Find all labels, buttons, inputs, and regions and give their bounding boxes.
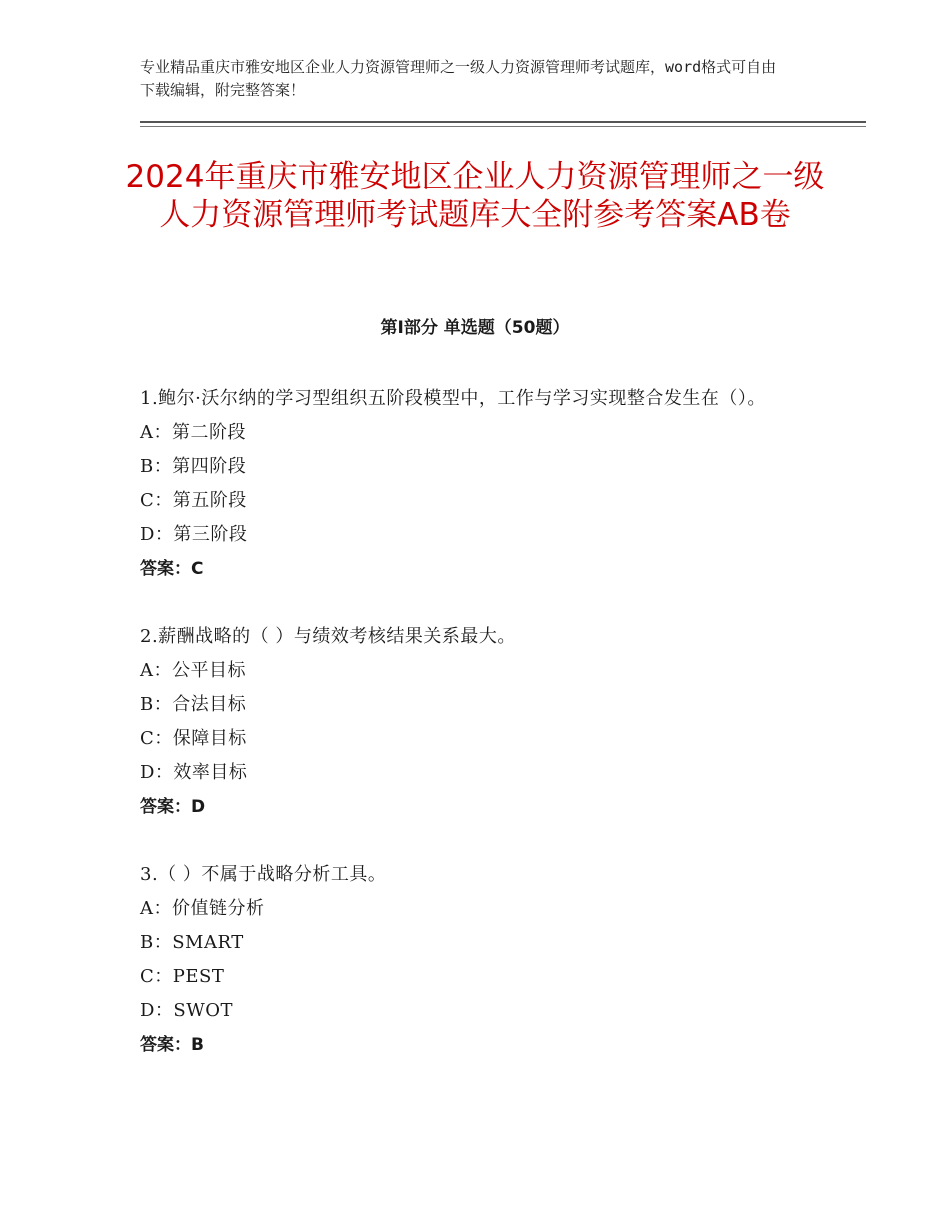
option-d: D：第三阶段 — [140, 524, 248, 545]
question-stem: 3.（ ）不属于战略分析工具。 — [140, 864, 387, 885]
option-c: C：保障目标 — [140, 728, 247, 749]
question-list — [140, 382, 810, 1096]
answer: 答案：B — [140, 1035, 204, 1055]
option-d: D：SWOT — [140, 1000, 234, 1021]
answer: 答案：C — [140, 559, 204, 579]
question-3 — [140, 858, 810, 1062]
option-a: A：第二阶段 — [140, 422, 246, 443]
option-b: B：合法目标 — [140, 694, 247, 715]
question-2 — [140, 620, 810, 824]
header-divider-thin — [140, 126, 866, 127]
option-c: C：第五阶段 — [140, 490, 247, 511]
option-a: A：价值链分析 — [140, 898, 265, 919]
option-d: D：效率目标 — [140, 762, 248, 783]
question-stem: 1.鲍尔·沃尔纳的学习型组织五阶段模型中，工作与学习实现整合发生在（）。 — [140, 388, 766, 409]
question-1 — [140, 382, 810, 586]
section-title: 第Ⅰ部分 单选题（50题） — [380, 318, 570, 338]
option-a: A：公平目标 — [140, 660, 246, 681]
header-note: 专业精品重庆市雅安地区企业人力资源管理师之一级人力资源管理师考试题库，word格式可自由下载编辑，附完整答案！ — [140, 58, 777, 99]
option-c: C：PEST — [140, 966, 225, 987]
option-b: B：SMART — [140, 932, 244, 953]
header-divider — [140, 121, 866, 123]
document-title: 2024年重庆市雅安地区企业人力资源管理师之一级人力资源管理师考试题库大全附参考答案AB卷 — [125, 159, 825, 233]
option-b: B：第四阶段 — [140, 456, 247, 477]
question-stem: 2.薪酬战略的（ ）与绩效考核结果关系最大。 — [140, 626, 516, 647]
answer: 答案：D — [140, 797, 206, 817]
